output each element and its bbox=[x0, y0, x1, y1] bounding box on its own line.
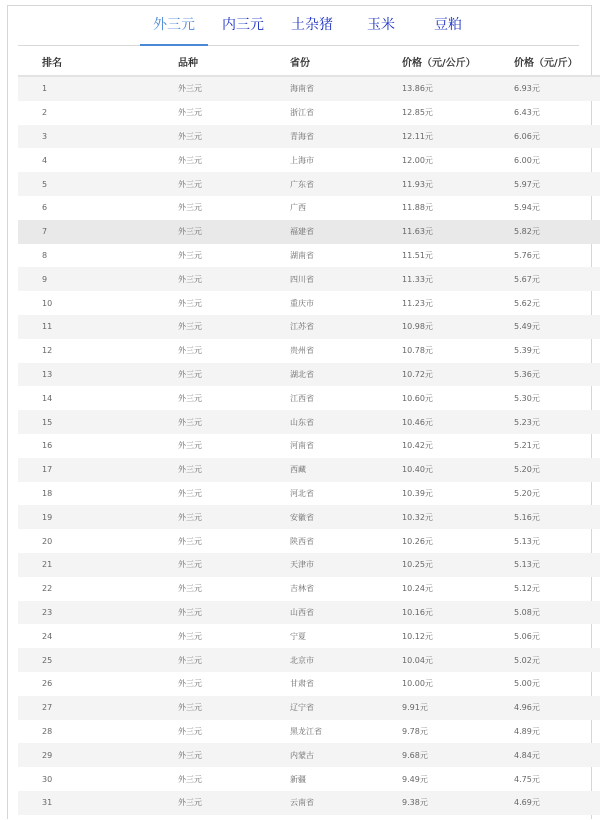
cell-rank: 13 bbox=[42, 369, 53, 379]
cell-breed: 外三元 bbox=[178, 703, 202, 713]
cell-price-jin: 5.12元 bbox=[514, 584, 540, 594]
cell-price-jin: 5.49元 bbox=[514, 322, 540, 332]
category-tabs bbox=[0, 0, 600, 46]
cell-rank: 12 bbox=[42, 346, 53, 356]
tab-corn[interactable]: 玉米 bbox=[367, 17, 395, 33]
cell-price-jin: 4.84元 bbox=[514, 750, 540, 760]
cell-price-kg: 10.78元 bbox=[402, 346, 433, 356]
cell-price-jin: 6.93元 bbox=[514, 84, 540, 94]
cell-rank: 24 bbox=[42, 631, 53, 641]
cell-price-kg: 10.60元 bbox=[402, 393, 433, 403]
table-row bbox=[18, 196, 600, 220]
active-tab-indicator bbox=[140, 44, 208, 46]
table-row bbox=[18, 458, 600, 482]
cell-province: 重庆市 bbox=[290, 298, 314, 308]
cell-rank: 11 bbox=[42, 322, 53, 332]
cell-breed: 外三元 bbox=[178, 679, 202, 689]
cell-breed: 外三元 bbox=[178, 798, 202, 808]
cell-price-kg: 11.33元 bbox=[402, 274, 433, 284]
cell-price-kg: 9.91元 bbox=[402, 703, 428, 713]
cell-price-jin: 5.13元 bbox=[514, 536, 540, 546]
table-row bbox=[18, 672, 600, 696]
cell-rank: 30 bbox=[42, 774, 53, 784]
cell-price-jin: 6.43元 bbox=[514, 108, 540, 118]
cell-province: 上海市 bbox=[290, 155, 314, 165]
header-price-per-kg: 价格（元/公斤） bbox=[402, 47, 514, 76]
cell-price-kg: 10.26元 bbox=[402, 536, 433, 546]
cell-breed: 外三元 bbox=[178, 298, 202, 308]
table-row bbox=[18, 125, 600, 149]
table-row bbox=[18, 291, 600, 315]
table-row bbox=[18, 505, 600, 529]
cell-price-jin: 5.20元 bbox=[514, 488, 540, 498]
table-row bbox=[18, 244, 600, 268]
cell-breed: 外三元 bbox=[178, 131, 202, 141]
cell-price-kg: 10.46元 bbox=[402, 417, 433, 427]
cell-rank: 4 bbox=[42, 155, 48, 165]
cell-price-kg: 10.40元 bbox=[402, 465, 433, 475]
table-row bbox=[18, 148, 600, 172]
cell-province: 青海省 bbox=[290, 131, 314, 141]
cell-province: 内蒙古 bbox=[290, 750, 314, 760]
table-row bbox=[18, 434, 600, 458]
cell-province: 广西 bbox=[290, 203, 306, 213]
cell-breed: 外三元 bbox=[178, 631, 202, 641]
cell-province: 湖南省 bbox=[290, 250, 314, 260]
cell-rank: 23 bbox=[42, 607, 53, 617]
cell-price-kg: 10.32元 bbox=[402, 512, 433, 522]
cell-breed: 外三元 bbox=[178, 393, 202, 403]
cell-price-jin: 4.96元 bbox=[514, 703, 540, 713]
cell-price-kg: 10.72元 bbox=[402, 369, 433, 379]
cell-rank: 26 bbox=[42, 679, 53, 689]
cell-price-jin: 5.62元 bbox=[514, 298, 540, 308]
cell-price-jin: 5.94元 bbox=[514, 203, 540, 213]
cell-price-kg: 11.23元 bbox=[402, 298, 433, 308]
table-row bbox=[18, 315, 600, 339]
table-row bbox=[18, 577, 600, 601]
cell-breed: 外三元 bbox=[178, 750, 202, 760]
cell-province: 贵州省 bbox=[290, 346, 314, 356]
cell-price-jin: 5.20元 bbox=[514, 465, 540, 475]
tab-divider bbox=[18, 45, 579, 46]
cell-rank: 8 bbox=[42, 250, 48, 260]
cell-province: 海南省 bbox=[290, 84, 314, 94]
cell-rank: 17 bbox=[42, 465, 53, 475]
cell-province: 河北省 bbox=[290, 488, 314, 498]
cell-price-kg: 9.49元 bbox=[402, 774, 428, 784]
tab-outer-three-breed[interactable]: 外三元 bbox=[153, 17, 195, 33]
cell-rank: 21 bbox=[42, 560, 53, 570]
cell-price-jin: 5.00元 bbox=[514, 679, 540, 689]
cell-rank: 16 bbox=[42, 441, 53, 451]
cell-rank: 29 bbox=[42, 750, 53, 760]
cell-rank: 27 bbox=[42, 703, 53, 713]
cell-price-jin: 4.69元 bbox=[514, 798, 540, 808]
cell-breed: 外三元 bbox=[178, 607, 202, 617]
table-row bbox=[18, 220, 600, 244]
cell-rank: 25 bbox=[42, 655, 53, 665]
cell-price-kg: 10.39元 bbox=[402, 488, 433, 498]
table-row bbox=[18, 743, 600, 767]
cell-price-jin: 5.02元 bbox=[514, 655, 540, 665]
cell-province: 辽宁省 bbox=[290, 703, 314, 713]
price-ranking-table bbox=[18, 47, 600, 815]
table-row bbox=[18, 529, 600, 553]
table-row bbox=[18, 267, 600, 291]
cell-province: 宁夏 bbox=[290, 631, 306, 641]
table-row bbox=[18, 386, 600, 410]
cell-price-kg: 10.16元 bbox=[402, 607, 433, 617]
cell-province: 山西省 bbox=[290, 607, 314, 617]
cell-price-jin: 5.21元 bbox=[514, 441, 540, 451]
cell-rank: 15 bbox=[42, 417, 53, 427]
cell-price-kg: 10.12元 bbox=[402, 631, 433, 641]
cell-price-jin: 5.67元 bbox=[514, 274, 540, 284]
cell-price-jin: 4.75元 bbox=[514, 774, 540, 784]
cell-province: 吉林省 bbox=[290, 584, 314, 594]
table-row bbox=[18, 601, 600, 625]
cell-breed: 外三元 bbox=[178, 369, 202, 379]
cell-breed: 外三元 bbox=[178, 774, 202, 784]
table-row bbox=[18, 791, 600, 815]
header-breed: 品种 bbox=[178, 47, 290, 76]
cell-price-kg: 10.04元 bbox=[402, 655, 433, 665]
table-row bbox=[18, 648, 600, 672]
table-header-row bbox=[18, 47, 600, 76]
cell-province: 河南省 bbox=[290, 441, 314, 451]
cell-rank: 7 bbox=[42, 227, 48, 237]
cell-breed: 外三元 bbox=[178, 726, 202, 736]
cell-rank: 22 bbox=[42, 584, 53, 594]
cell-province: 云南省 bbox=[290, 798, 314, 808]
cell-province: 湖北省 bbox=[290, 369, 314, 379]
cell-breed: 外三元 bbox=[178, 250, 202, 260]
cell-price-kg: 9.78元 bbox=[402, 726, 428, 736]
table-body bbox=[18, 76, 600, 815]
cell-rank: 28 bbox=[42, 726, 53, 736]
cell-price-jin: 4.89元 bbox=[514, 726, 540, 736]
cell-rank: 9 bbox=[42, 274, 48, 284]
table-row bbox=[18, 363, 600, 387]
cell-rank: 19 bbox=[42, 512, 53, 522]
cell-price-kg: 13.86元 bbox=[402, 84, 433, 94]
header-price-per-jin: 价格（元/斤） bbox=[514, 47, 600, 76]
cell-province: 陕西省 bbox=[290, 536, 314, 546]
cell-province: 甘肃省 bbox=[290, 679, 314, 689]
cell-rank: 31 bbox=[42, 798, 53, 808]
cell-price-jin: 6.00元 bbox=[514, 155, 540, 165]
cell-price-jin: 5.30元 bbox=[514, 393, 540, 403]
cell-price-kg: 11.63元 bbox=[402, 227, 433, 237]
table-row bbox=[18, 101, 600, 125]
cell-province: 广东省 bbox=[290, 179, 314, 189]
cell-breed: 外三元 bbox=[178, 203, 202, 213]
table-row bbox=[18, 553, 600, 577]
cell-rank: 6 bbox=[42, 203, 48, 213]
cell-price-jin: 5.08元 bbox=[514, 607, 540, 617]
table-row bbox=[18, 339, 600, 363]
cell-breed: 外三元 bbox=[178, 584, 202, 594]
cell-rank: 10 bbox=[42, 298, 53, 308]
cell-breed: 外三元 bbox=[178, 465, 202, 475]
cell-price-jin: 5.39元 bbox=[514, 346, 540, 356]
cell-price-jin: 5.16元 bbox=[514, 512, 540, 522]
header-province: 省份 bbox=[290, 47, 402, 76]
table-row bbox=[18, 767, 600, 791]
cell-breed: 外三元 bbox=[178, 84, 202, 94]
cell-breed: 外三元 bbox=[178, 346, 202, 356]
cell-price-jin: 6.06元 bbox=[514, 131, 540, 141]
cell-price-kg: 11.51元 bbox=[402, 250, 433, 260]
cell-breed: 外三元 bbox=[178, 108, 202, 118]
cell-price-jin: 5.06元 bbox=[514, 631, 540, 641]
cell-breed: 外三元 bbox=[178, 512, 202, 522]
cell-breed: 外三元 bbox=[178, 322, 202, 332]
cell-price-jin: 5.23元 bbox=[514, 417, 540, 427]
cell-breed: 外三元 bbox=[178, 179, 202, 189]
cell-breed: 外三元 bbox=[178, 155, 202, 165]
cell-province: 浙江省 bbox=[290, 108, 314, 118]
cell-province: 江西省 bbox=[290, 393, 314, 403]
cell-breed: 外三元 bbox=[178, 274, 202, 284]
cell-price-kg: 12.85元 bbox=[402, 108, 433, 118]
cell-price-kg: 10.42元 bbox=[402, 441, 433, 451]
table-row bbox=[18, 720, 600, 744]
cell-price-jin: 5.13元 bbox=[514, 560, 540, 570]
cell-rank: 3 bbox=[42, 131, 48, 141]
tab-inner-three-breed[interactable]: 内三元 bbox=[222, 17, 264, 33]
cell-province: 黑龙江省 bbox=[290, 726, 322, 736]
cell-rank: 2 bbox=[42, 108, 48, 118]
cell-price-kg: 10.00元 bbox=[402, 679, 433, 689]
cell-price-kg: 10.24元 bbox=[402, 584, 433, 594]
cell-province: 北京市 bbox=[290, 655, 314, 665]
tab-local-mixed-pig[interactable]: 土杂猪 bbox=[291, 17, 333, 33]
cell-province: 江苏省 bbox=[290, 322, 314, 332]
cell-province: 四川省 bbox=[290, 274, 314, 284]
cell-price-jin: 5.82元 bbox=[514, 227, 540, 237]
table-row bbox=[18, 76, 600, 101]
cell-province: 西藏 bbox=[290, 465, 306, 475]
cell-price-kg: 11.93元 bbox=[402, 179, 433, 189]
table-row bbox=[18, 696, 600, 720]
cell-province: 福建省 bbox=[290, 227, 314, 237]
cell-price-jin: 5.36元 bbox=[514, 369, 540, 379]
cell-breed: 外三元 bbox=[178, 441, 202, 451]
cell-breed: 外三元 bbox=[178, 417, 202, 427]
table-row bbox=[18, 172, 600, 196]
cell-price-kg: 9.68元 bbox=[402, 750, 428, 760]
cell-price-kg: 10.98元 bbox=[402, 322, 433, 332]
cell-province: 安徽省 bbox=[290, 512, 314, 522]
tab-soybean-meal[interactable]: 豆粕 bbox=[434, 17, 462, 33]
cell-price-kg: 9.38元 bbox=[402, 798, 428, 808]
cell-rank: 5 bbox=[42, 179, 48, 189]
table-row bbox=[18, 482, 600, 506]
cell-rank: 14 bbox=[42, 393, 53, 403]
cell-rank: 18 bbox=[42, 488, 53, 498]
cell-rank: 1 bbox=[42, 84, 48, 94]
cell-breed: 外三元 bbox=[178, 488, 202, 498]
table-row bbox=[18, 624, 600, 648]
cell-province: 天津市 bbox=[290, 560, 314, 570]
cell-breed: 外三元 bbox=[178, 560, 202, 570]
cell-province: 山东省 bbox=[290, 417, 314, 427]
header-rank: 排名 bbox=[18, 47, 178, 76]
table-row bbox=[18, 410, 600, 434]
cell-price-kg: 12.00元 bbox=[402, 155, 433, 165]
cell-rank: 20 bbox=[42, 536, 53, 546]
cell-price-kg: 10.25元 bbox=[402, 560, 433, 570]
cell-price-jin: 5.97元 bbox=[514, 179, 540, 189]
cell-breed: 外三元 bbox=[178, 536, 202, 546]
cell-breed: 外三元 bbox=[178, 655, 202, 665]
cell-price-kg: 11.88元 bbox=[402, 203, 433, 213]
cell-breed: 外三元 bbox=[178, 227, 202, 237]
cell-price-kg: 12.11元 bbox=[402, 131, 433, 141]
cell-price-jin: 5.76元 bbox=[514, 250, 540, 260]
cell-province: 新疆 bbox=[290, 774, 306, 784]
